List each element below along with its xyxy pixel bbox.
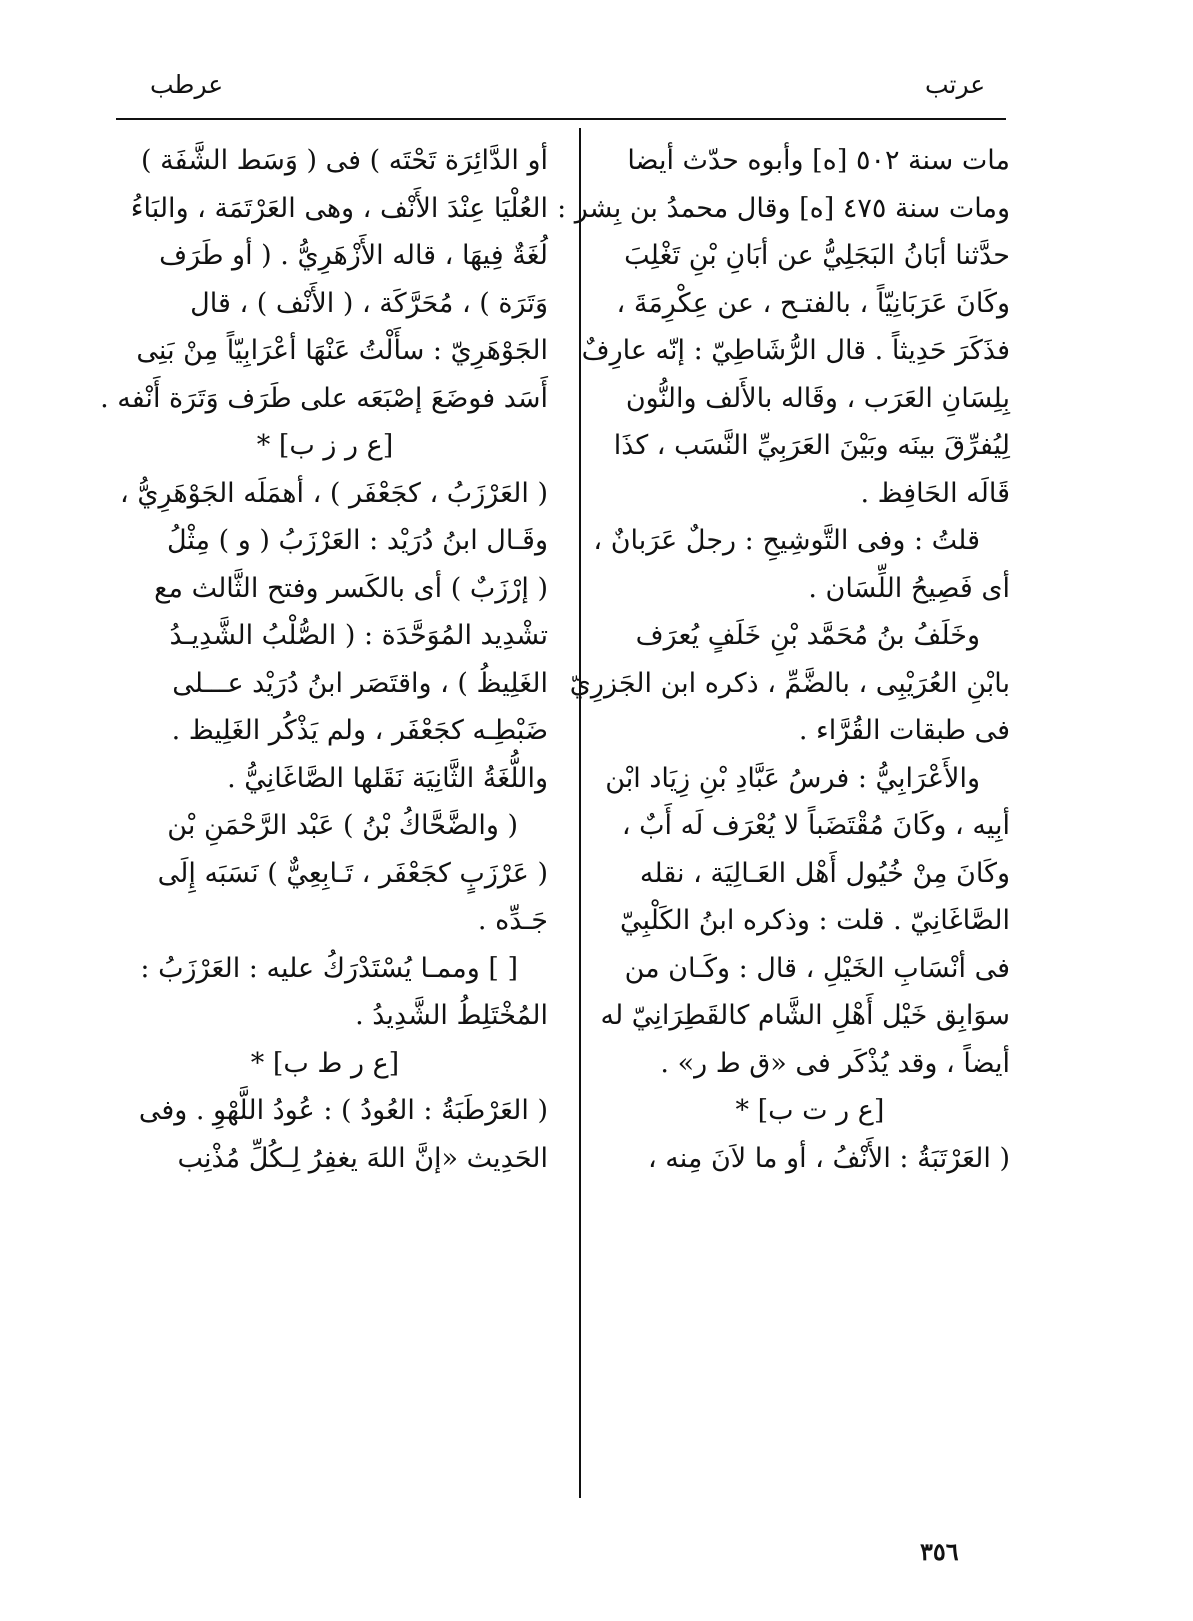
- text-line: الصَّاغَانِيّ . قلت : وذكره ابنُ الكَلْبِيّ: [619, 905, 1010, 936]
- text-line: قَالَه الحَافِظ .: [860, 477, 1010, 509]
- text-line: لِيُفرِّقَ بينَه وبَيْنَ العَرَبِيِّ النَّسَب ، كذَا: [613, 430, 1010, 461]
- text-line: ( عَرْزَبٍ كجَعْفَر ، تَـابِعِيٌّ ) نَسَبَه إِلَى: [157, 857, 548, 889]
- column-divider: [579, 128, 581, 1498]
- running-header-right: عرتب: [925, 70, 986, 99]
- text-line: وَتَرَة ) ، مُحَرَّكَة ، ( الأَنْف ) ، قال: [190, 287, 548, 319]
- text-line: حدَّثنا أبَانُ البَجَلِيُّ عن أبَانِ بْنِ تَغْلِبَ: [624, 240, 1010, 271]
- text-line: ( إرْزَبٌ ) أى بالكَسر وفتح الثَّالث مع: [154, 572, 548, 604]
- entry-heading: [ع ر ط ب] *: [250, 1047, 400, 1079]
- running-header-left: عرطب: [150, 70, 224, 99]
- text-line: جَـدِّه .: [477, 905, 548, 936]
- text-line: الغَلِيظُ ) ، واقتَصَر ابنُ دُرَيْد عـــلى: [172, 667, 548, 699]
- text-line: وقَـال ابنُ دُرَيْد : العَرْزَبُ ( و ) مِثْلُ: [166, 525, 548, 556]
- text-line: ( العَرْطَبَةُ : العُودُ ) : عُودُ اللَّهْوِ . وفى: [138, 1095, 548, 1126]
- text-line: فذَكَرَ حَدِيثاً . قال الرُّشَاطِيّ : إنّه عارِفٌ: [581, 335, 1010, 366]
- text-line: سوَابِق خَيْل أَهْلِ الشَّام كالقَطِرَانِيّ له: [600, 1000, 1010, 1031]
- text-line: وخَلَفُ بنُ مُحَمَّد بْنِ خَلَفٍ يُعرَف: [635, 620, 980, 651]
- text-line: مات سنة ٥٠٢ [ه] وأبوه حدّث أيضا: [627, 145, 1010, 176]
- right-column: [557, 137, 1010, 1182]
- entry-heading: [ع ر ز ب] *: [256, 430, 394, 461]
- text-line: الحَدِيث «إنَّ اللهَ يغفِرُ لِـكُلِّ مُذْنِب: [177, 1142, 548, 1174]
- text-line: الجَوْهَرِيّ : سأَلْتُ عَنْهَا أعْرَابِيّاً مِنْ بَنِى: [136, 335, 548, 366]
- text-line: ( العَرْزَبُ ، كجَعْفَر ) ، أهمَلَه الجَوْهَرِيُّ ،: [120, 477, 548, 509]
- text-line: ومات سنة ٤٧٥ [ه] وقال محمدُ بن بِشر :: [557, 192, 1010, 224]
- text-line: ( العَرْتَبَةُ : الأَنْفُ ، أو ما لاَنَ مِنه ،: [648, 1142, 1010, 1174]
- text-line: أيضاً ، وقد يُذْكَر فى «ق ط ر» .: [660, 1047, 1010, 1079]
- text-line: فى طبقات القُرَّاء .: [798, 715, 1010, 746]
- text-line: العُلْيَا عِنْدَ الأَنْف ، وهى العَرْتَمَة ، والبَاءُ: [130, 192, 548, 224]
- text-line: وكَانَ مِنْ خُيُول أَهْل العَـالِيَة ، نقله: [639, 857, 1010, 889]
- text-line: أبِيه ، وكَانَ مُقْتَضَباً لا يُعْرَف لَه أَبٌ ،: [621, 810, 1010, 841]
- text-line: المُخْتَلِطُ الشَّدِيدُ .: [355, 1000, 548, 1031]
- text-line: بابْنِ العُرَيْبِى ، بالضَّمِّ ، ذكره ابن الجَزرِيّ: [569, 667, 1010, 699]
- text-line: ضَبْطِـه كجَعْفَر ، ولم يَذْكُر الغَلِيظ .: [171, 715, 548, 746]
- left-column: [102, 137, 548, 1182]
- page-number: ٣٥٦: [920, 1537, 959, 1566]
- text-line: ( والضَّحَّاكُ بْنُ ) عَبْد الرَّحْمَنِ بْن: [167, 810, 518, 841]
- header-rule: [116, 118, 1006, 120]
- text-line: قلتُ : وفى التَّوشِيحِ : رجلٌ عَرَبانٌ ،: [593, 525, 980, 556]
- text-line: بِلِسَانِ العَرَب ، وقَاله بالأَلف والنُّون: [625, 382, 1010, 414]
- text-line: لُغَةٌ فِيهَا ، قاله الأَزْهَرِيُّ . ( أو طَرَف: [159, 240, 548, 271]
- text-line: واللُّغَةُ الثَّانِيَة نَقَلها الصَّاغَانِيُّ .: [227, 762, 548, 794]
- text-line: أو الدَّائِرَة تَحْتَه ) فى ( وَسَط الشَّفَة ): [141, 145, 548, 176]
- text-line: والأَعْرَابِيُّ : فرسُ عَبَّادِ بْنِ زِيَاد ابْن: [605, 762, 980, 794]
- text-line: أى فَصِيحُ اللِّسَان .: [808, 572, 1010, 604]
- text-line: تشْدِيد المُوَحَّدَة : ( الصُّلْبُ الشَّدِيـدُ: [169, 620, 548, 651]
- text-line: وكَانَ عَرَبَانِيّاً ، بالفتـح ، عن عِكْرِمَةَ ،: [616, 287, 1010, 319]
- text-line: أَسَد فوضَعَ إصْبَعَه على طَرَف وَتَرَة أَنْفه .: [100, 382, 548, 414]
- text-line: [ ] وممـا يُسْتَدْرَكُ عليه : العَرْزَبُ :: [140, 952, 518, 984]
- text-line: فى أنْسَابِ الخَيْلِ ، قال : وكَـان من: [624, 952, 1010, 984]
- entry-heading: [ع ر ت ب] *: [735, 1095, 885, 1126]
